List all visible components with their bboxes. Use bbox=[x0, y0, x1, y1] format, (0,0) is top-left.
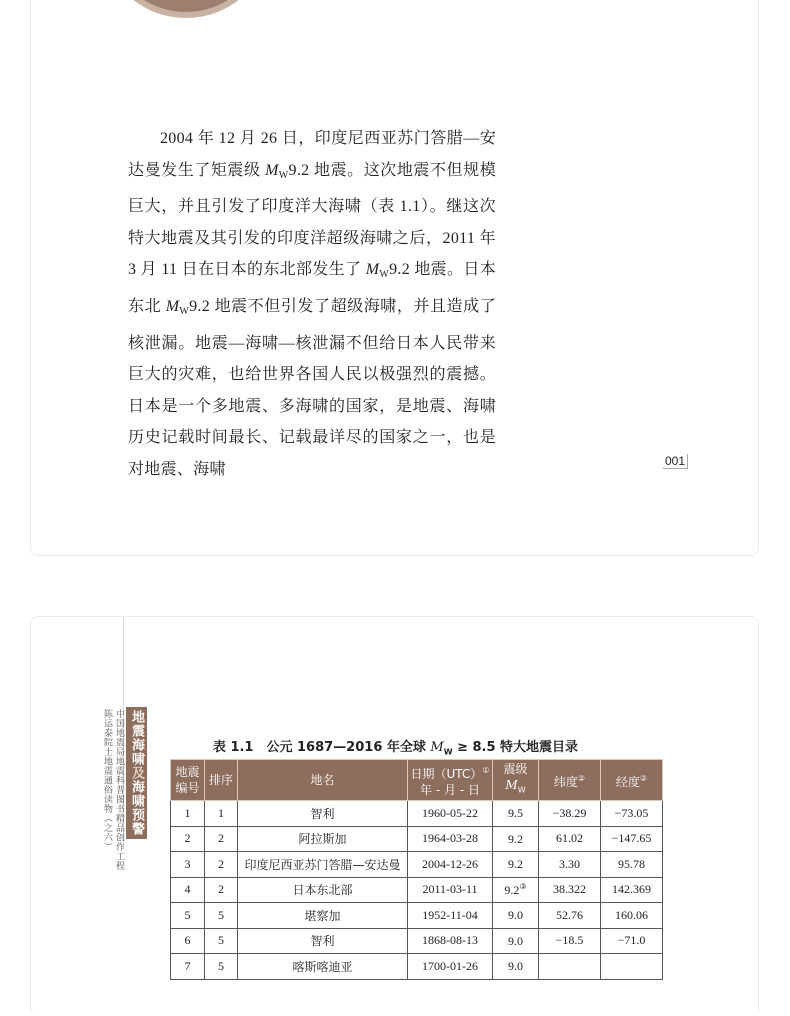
table-row bbox=[171, 877, 663, 903]
header-rank: 排序 bbox=[205, 760, 238, 801]
cell-date: 1964-03-28 bbox=[408, 826, 493, 852]
header-latitude: 纬度② bbox=[539, 760, 601, 801]
cell-id: 3 bbox=[171, 852, 205, 878]
header-id: 地震 编号 bbox=[171, 760, 205, 801]
cell-place: 智利 bbox=[238, 928, 408, 954]
earthquake-table bbox=[170, 759, 663, 980]
table-caption: 表 1.1 公元 1687—2016 年全球 $M_W \ge 8.5$ 特大地震目录 bbox=[212, 740, 579, 757]
cell-magnitude: 9.0 bbox=[493, 903, 539, 929]
header-longitude: 经度② bbox=[601, 760, 663, 801]
side-series-label: 中国地震局地震科普图书精品创作工程 bbox=[114, 709, 124, 871]
cell-place: 阿拉斯加 bbox=[238, 826, 408, 852]
cell-magnitude: 9.2 bbox=[493, 852, 539, 878]
cell-longitude: −71.0 bbox=[601, 928, 663, 954]
cell-rank: 2 bbox=[205, 852, 238, 878]
cell-magnitude: 9.0 bbox=[493, 928, 539, 954]
cell-latitude: 61.02 bbox=[539, 826, 601, 852]
cell-latitude: −38.29 bbox=[539, 801, 601, 827]
cell-id: 2 bbox=[171, 826, 205, 852]
cell-magnitude: 9.2③ bbox=[493, 877, 539, 903]
cell-rank: 1 bbox=[205, 801, 238, 827]
table-header-row bbox=[171, 760, 663, 801]
cell-place: 印度尼西亚苏门答腊—安达曼 bbox=[238, 852, 408, 878]
cell-date: 1952-11-04 bbox=[408, 903, 493, 929]
cell-rank: 2 bbox=[205, 826, 238, 852]
cell-date: 2011-03-11 bbox=[408, 877, 493, 903]
page-card-002 bbox=[30, 616, 759, 1016]
cell-rank: 5 bbox=[205, 928, 238, 954]
cell-longitude: 160.06 bbox=[601, 903, 663, 929]
side-author-label: 陈运泰院士地震通俗读物（之六） bbox=[102, 709, 112, 852]
cell-place: 智利 bbox=[238, 801, 408, 827]
cell-magnitude: 9.5 bbox=[493, 801, 539, 827]
cell-date: 1960-05-22 bbox=[408, 801, 493, 827]
cell-id: 1 bbox=[171, 801, 205, 827]
cell-rank: 2 bbox=[205, 877, 238, 903]
table-row bbox=[171, 801, 663, 827]
side-book-title: 地震海啸及海啸预警 bbox=[126, 707, 147, 839]
cell-id: 4 bbox=[171, 877, 205, 903]
table-row bbox=[171, 826, 663, 852]
cell-longitude: 95.78 bbox=[601, 852, 663, 878]
header-date: 日期（UTC）① 年 - 月 - 日 bbox=[408, 760, 493, 801]
cell-latitude bbox=[539, 954, 601, 980]
decorative-circle-graphic bbox=[106, 0, 266, 12]
table-row bbox=[171, 954, 663, 980]
header-magnitude: 震级 $M_W$ bbox=[493, 760, 539, 801]
cell-rank: 5 bbox=[205, 954, 238, 980]
cell-longitude: −147.65 bbox=[601, 826, 663, 852]
cell-date: 2004-12-26 bbox=[408, 852, 493, 878]
cell-id: 6 bbox=[171, 928, 205, 954]
body-paragraph: 2004 年 12 月 26 日，印度尼西亚苏门答腊—安达曼发生了矩震级 $M_W9.2$ 地震。这次地震不但规模巨大，并且引发了印度洋大海啸（表 1.1）。继这次特大地震及其引发的印度洋超级海啸之后，2011 年 3 月 11 日在日本的东北部发生了 $M_W9.2$ 地震。日本东北 $M_W9.2$ 地震不但引发了超级海啸，并且造成了核泄漏。地震—海啸—核泄漏不但给日本人民带来巨大的灾难，也给世界各国人民以极强烈的震撼。日本是一个多地震、多海啸的国家，是地震、海啸历史记载时间最长、记载最详尽的国家之一，也是对地震、海啸 bbox=[128, 130, 496, 478]
table-row bbox=[171, 928, 663, 954]
cell-date: 1700-01-26 bbox=[408, 954, 493, 980]
cell-rank: 5 bbox=[205, 903, 238, 929]
table-row bbox=[171, 852, 663, 878]
cell-id: 7 bbox=[171, 954, 205, 980]
header-place: 地名 bbox=[238, 760, 408, 801]
cell-magnitude: 9.2 bbox=[493, 826, 539, 852]
cell-place: 堪察加 bbox=[238, 903, 408, 929]
table-row bbox=[171, 903, 663, 929]
cell-magnitude: 9.0 bbox=[493, 954, 539, 980]
page-card-001 bbox=[30, 0, 759, 556]
cell-latitude: 52.76 bbox=[539, 903, 601, 929]
cell-longitude bbox=[601, 954, 663, 980]
cell-latitude: −18.5 bbox=[539, 928, 601, 954]
cell-latitude: 38.322 bbox=[539, 877, 601, 903]
cell-date: 1868-08-13 bbox=[408, 928, 493, 954]
cell-id: 5 bbox=[171, 903, 205, 929]
cell-longitude: −73.05 bbox=[601, 801, 663, 827]
cell-place: 喀斯喀迪亚 bbox=[238, 954, 408, 980]
cell-place: 日本东北部 bbox=[238, 877, 408, 903]
cell-latitude: 3.30 bbox=[539, 852, 601, 878]
cell-longitude: 142.369 bbox=[601, 877, 663, 903]
page-number: 001 bbox=[663, 454, 688, 469]
